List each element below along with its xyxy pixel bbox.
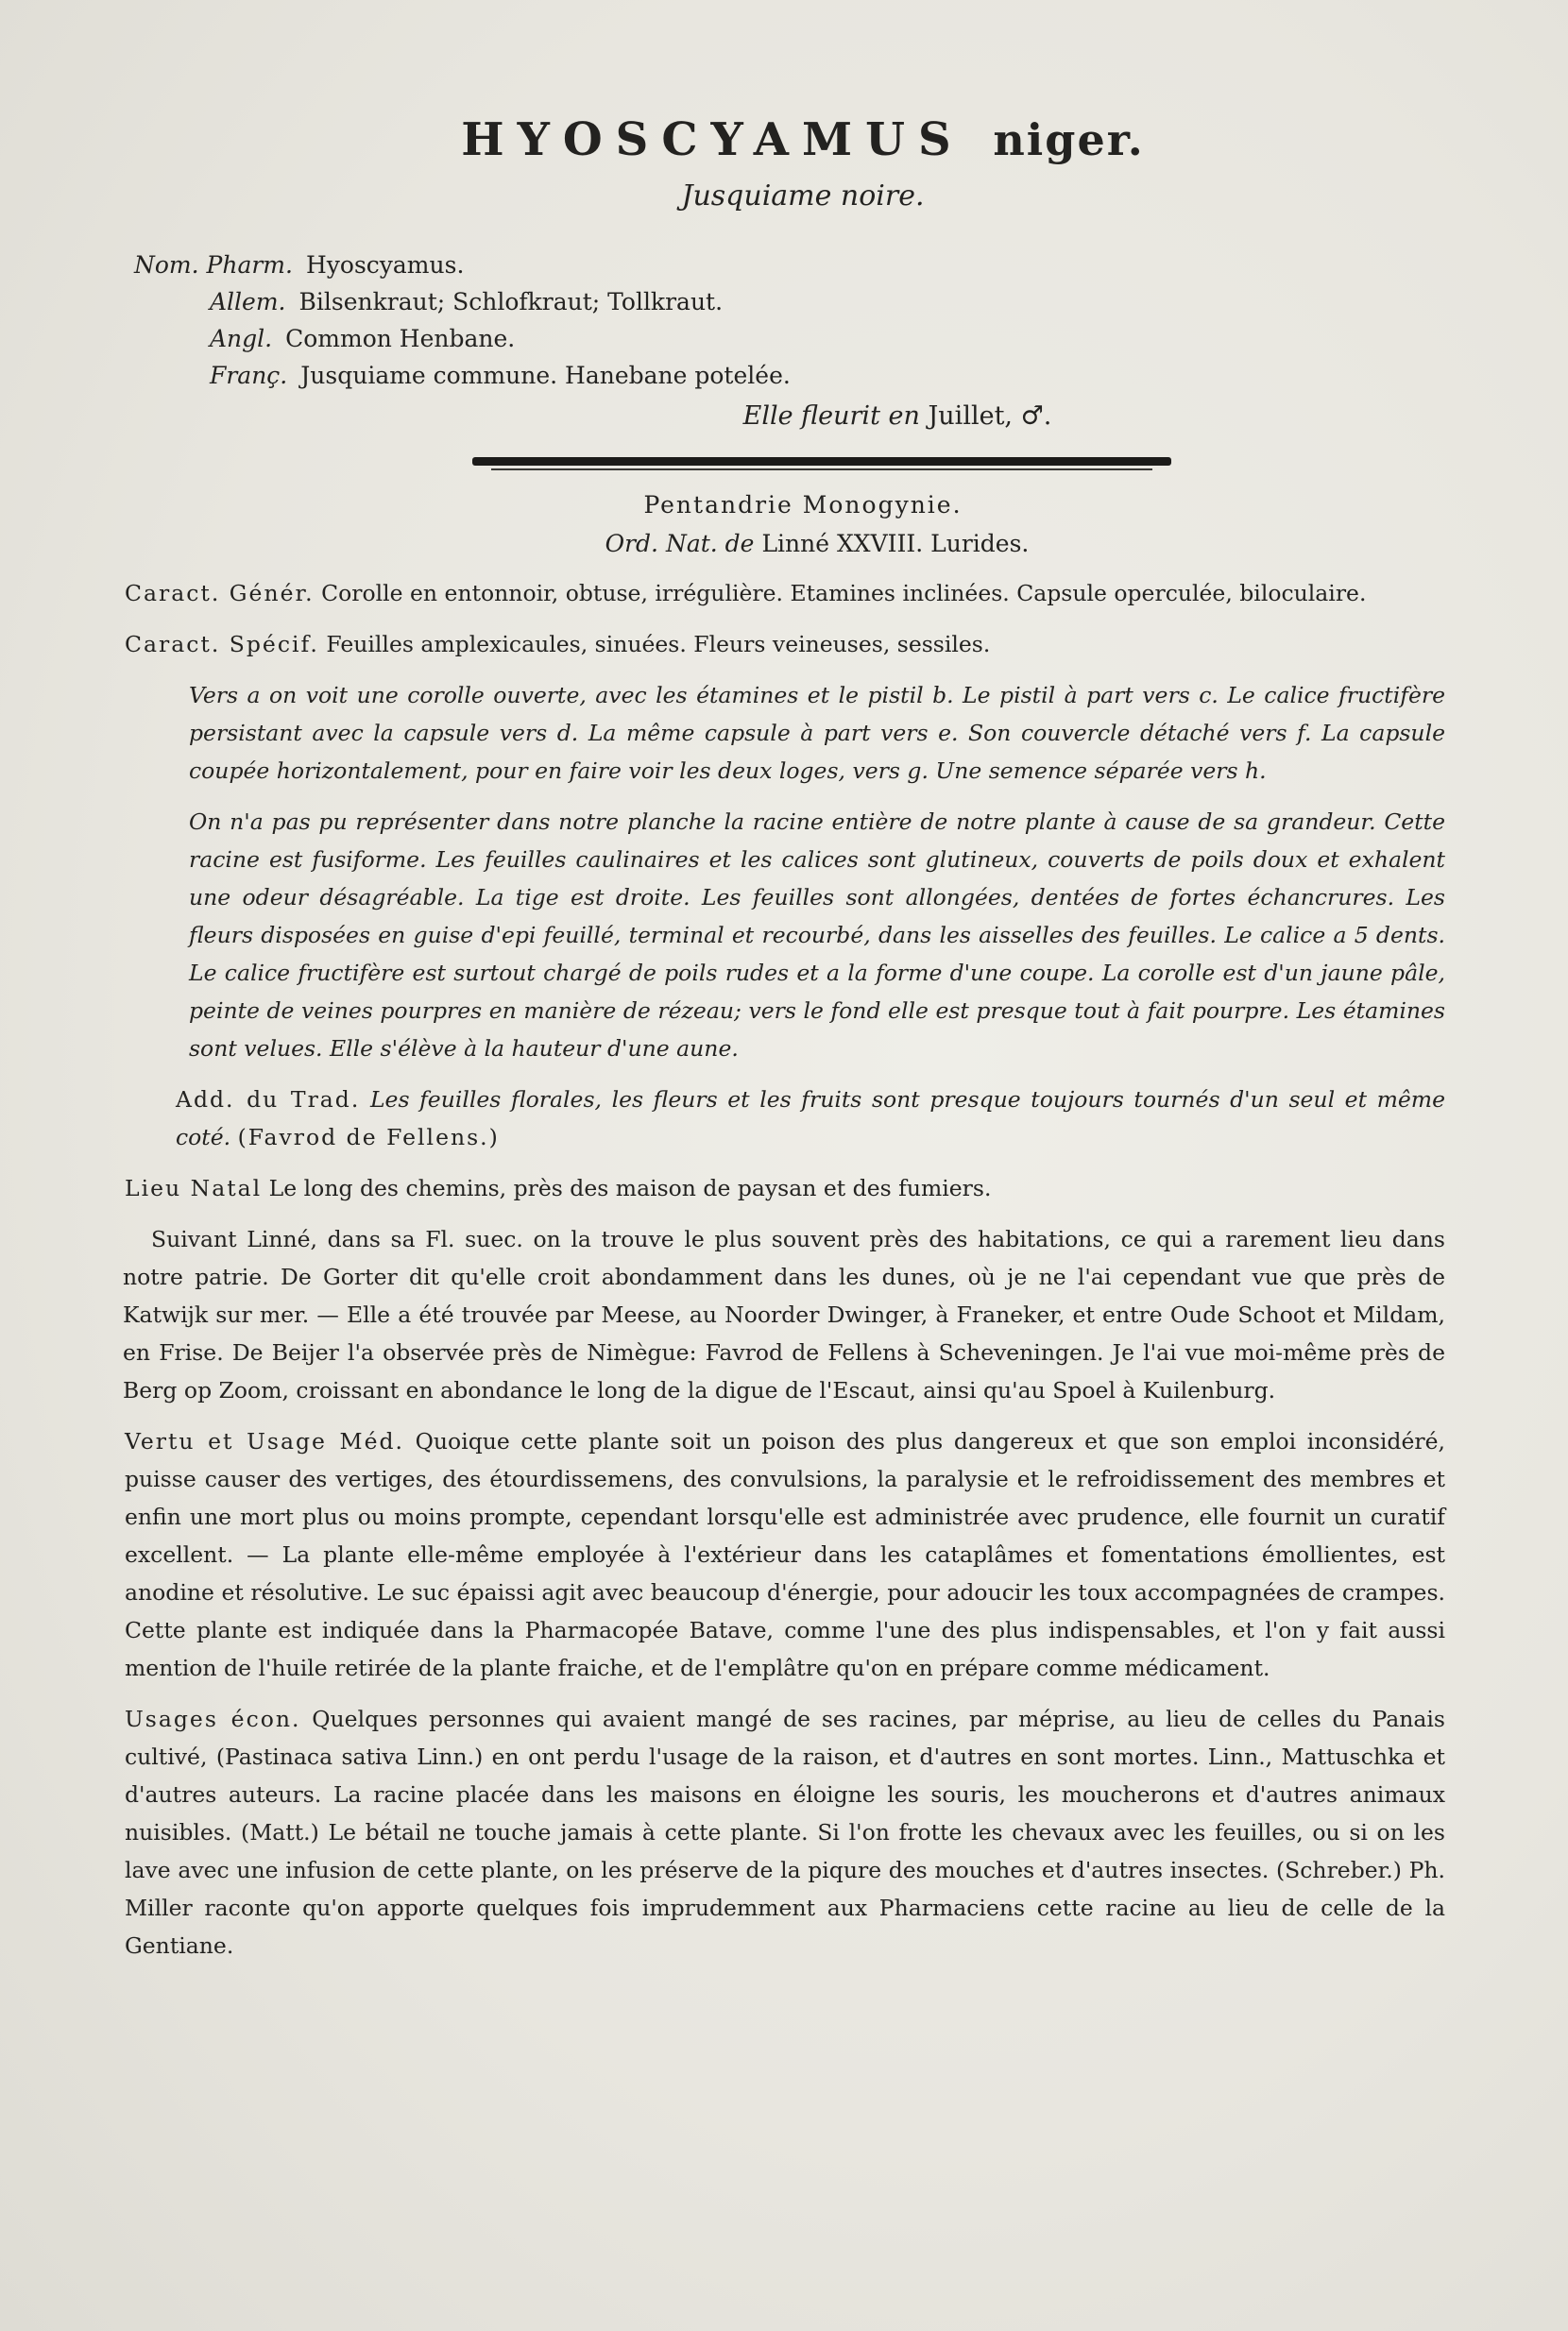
divider-rule bbox=[472, 457, 1171, 466]
family-name: Lurides. bbox=[930, 530, 1030, 557]
divider-rule-thin bbox=[491, 468, 1152, 470]
flowering-text: Elle fleurit en bbox=[742, 401, 920, 431]
plant-description: On n'a pas pu représenter dans notre planche la racine entière de notre plante à cause de sa grandeur. Cette racine est fusiforme. Les feuilles caulinaires et les calices sont glutineux, couverts de poils doux et exhalent une odeur désagréable. La tige est droite. Les feuilles sont allongées, dentées de fortes échancrures. Les fleurs disposées en guise d'epi feuillé, terminal et recourbé, dans les aisselles des feuilles. Le calice a 5 dents. Le calice fructifère est surtout chargé de poils rudes et a la forme d'une coupe. La corolle est d'un jaune pâle, peinte de veines pourpres en manière de rézeau; vers le fond elle est presque tout à fait pourpre. Les étamines sont velues. Elle s'élève à la hauteur d'une aune. bbox=[189, 808, 1445, 1062]
name-label: Allem. bbox=[210, 288, 286, 315]
common-name: Jusquiame noire. bbox=[681, 179, 925, 213]
medical-use bbox=[123, 1422, 1445, 1687]
name-label: Nom. Pharm. bbox=[134, 251, 293, 279]
body-text bbox=[123, 574, 1445, 1965]
native-habitat bbox=[123, 1169, 1445, 1207]
section-label: Usages écon. bbox=[125, 1706, 301, 1732]
vernacular-names bbox=[123, 247, 1445, 394]
flowering-month: Juillet, ♂. bbox=[928, 401, 1052, 431]
specific-characters bbox=[123, 625, 1445, 663]
figure-legend: Vers a on voit une corolle ouverte, avec les étamines et le pistil b. Le pistil à part vers c. Le calice fructifère persistant avec la capsule vers d. La même capsule à part vers e. Son couvercle détaché vers f. La capsule coupée horizontalement, pour en faire voir les deux loges, vers g. Une semence séparée vers h. bbox=[189, 682, 1445, 784]
section-label: Vertu et Usage Méd. bbox=[125, 1428, 405, 1455]
generic-characters bbox=[123, 574, 1445, 612]
section-label: Add. du Trad. bbox=[176, 1086, 361, 1113]
name-value: Jusquiame commune. Hanebane potelée. bbox=[300, 362, 791, 389]
section-text: Quelques personnes qui avaient mangé de ses racines, par méprise, au lieu de celles du Panais cultivé, (Pastinaca sativa Linn.) en ont perdu l'usage de la raison, et d'autres en sont mortes. Linn., Mattuschka et d'autres auteurs. La racine placée dans les maisons en éloigne les souris, les moucherons et d'autres animaux nuisibles. (Matt.) Le bétail ne touche jamais à cette plante. Si l'on frotte les chevaux avec les feuilles, ou si on les lave avec une infusion de cette plante, on les préserve de la piqure des mouches et d'autres insectes. (Schreber.) Ph. Miller raconte qu'on apporte quelques fois imprudemment aux Pharmaciens cette racine au lieu de celle de la Gentiane. bbox=[125, 1706, 1445, 1959]
name-row-pharm bbox=[123, 247, 1445, 283]
genus-name: HYOSCYAMUS bbox=[461, 113, 964, 166]
name-label: Franç. bbox=[210, 362, 288, 389]
name-value: Hyoscyamus. bbox=[305, 251, 465, 279]
section-text: Feuilles amplexicaules, sinuées. Fleurs veineuses, sessiles. bbox=[326, 631, 991, 657]
flowering-period bbox=[349, 401, 1445, 431]
section-text: Le long des chemins, près des maison de paysan et des fumiers. bbox=[268, 1175, 992, 1201]
natural-order bbox=[189, 530, 1445, 557]
linnaean-class: Pentandrie Monogynie. bbox=[643, 491, 963, 519]
section-label: Lieu Natal bbox=[125, 1175, 263, 1201]
section-label: Caract. Génér. bbox=[125, 580, 315, 606]
page-title bbox=[161, 113, 1445, 166]
order-label: Ord. Nat. de bbox=[605, 530, 755, 557]
translator-addition bbox=[123, 1080, 1445, 1156]
name-row-allem bbox=[123, 283, 1445, 320]
name-value: Common Henbane. bbox=[285, 325, 516, 352]
name-row-franc bbox=[123, 357, 1445, 394]
species-name: niger. bbox=[993, 114, 1145, 165]
name-label: Angl. bbox=[210, 325, 273, 352]
name-row-angl bbox=[123, 320, 1445, 357]
section-text: Quoique cette plante soit un poison des plus dangereux et que son emploi inconsidéré, puisse causer des vertiges, des étourdissemens, des convulsions, la paralysie et le refroidissement des membres et enfin une mort plus ou moins prompte, cependant lorsqu'elle est administrée avec prudence, elle fournit un curatif excellent. — La plante elle-même employée à l'extérieur dans les cataplâmes et fomentations émollientes, est anodine et résolutive. Le suc épaissi agit avec beaucoup d'énergie, pour adoucir les toux accompagnées de crampes. Cette plante est indiquée dans la Pharmacopée Batave, comme l'une des plus indispensables, et l'on y fait aussi mention de l'huile retirée de la plante fraiche, et de l'emplâtre qu'on en prépare comme médicament. bbox=[125, 1428, 1445, 1681]
section-text: Les feuilles florales, les fleurs et les fruits sont presque toujours tournés d'un seul et même coté. bbox=[176, 1086, 1446, 1150]
distribution-text: Suivant Linné, dans sa Fl. suec. on la trouve le plus souvent près des habitations, ce qui a rarement lieu dans notre patrie. De Gorter dit qu'elle croit abondamment dans les dunes, où je ne l'ai cependant vue que près de Katwijk sur mer. — Elle a été trouvée par Meese, au Noorder Dwinger, à Franeker, et entre Oude Schoot et Mildam, en Frise. De Beijer l'a observée près de Nimègue: Favrod de Fellens à Schevеningen. Je l'ai vue moi-même près de Berg op Zoom, croissant en abondance le long de la digue de l'Escaut, ainsi qu'au Spoel à Kuilenburg. bbox=[123, 1226, 1445, 1404]
economic-use bbox=[123, 1700, 1445, 1965]
name-value: Bilsenkraut; Schlofkraut; Tollkraut. bbox=[298, 288, 724, 315]
order-value: Linné XXVIII. bbox=[761, 530, 924, 557]
attribution: (Favrod de Fellens.) bbox=[237, 1124, 500, 1150]
section-text: Corolle en entonnoir, obtuse, irrégulière. Etamines inclinées. Capsule operculée, biloculaire. bbox=[321, 580, 1367, 606]
section-label: Caract. Spécif. bbox=[125, 631, 319, 657]
